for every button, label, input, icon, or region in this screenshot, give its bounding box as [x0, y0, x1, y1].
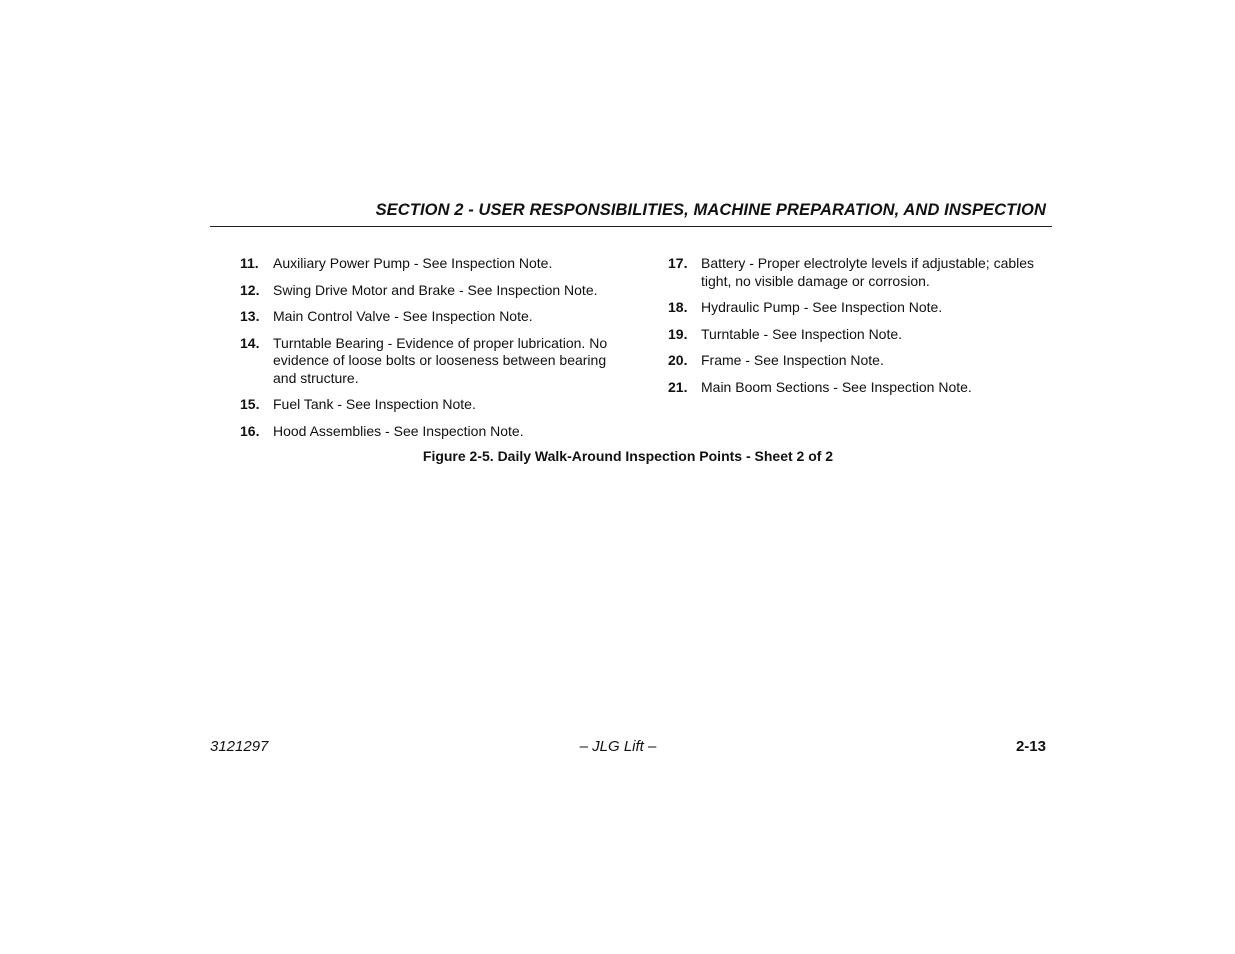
- item-number: 20.: [668, 352, 688, 368]
- list-item: [240, 255, 620, 273]
- item-text: Battery - Proper electrolyte levels if adjustable; cables tight, no visible damage or corrosion.: [701, 255, 1035, 289]
- list-item: [240, 423, 620, 441]
- item-number: 21.: [668, 378, 688, 395]
- item-text: Auxiliary Power Pump - See Inspection Note.: [273, 255, 553, 271]
- inspection-list-right: [668, 255, 1048, 405]
- footer-doc-number: 3121297: [210, 738, 269, 755]
- item-text: Main Control Valve - See Inspection Note.: [273, 308, 533, 324]
- footer-publisher: – JLG Lift –: [579, 738, 657, 755]
- list-item: [240, 335, 620, 388]
- item-text: Main Boom Sections - See Inspection Note.: [701, 378, 972, 395]
- list-item: [668, 352, 1048, 370]
- footer-page-number: 2-13: [1015, 738, 1046, 755]
- list-item: [240, 396, 620, 414]
- section-header: SECTION 2 - USER RESPONSIBILITIES, MACHINE PREPARATION, AND INSPECTION: [375, 201, 1046, 219]
- item-number: 11.: [240, 255, 259, 271]
- list-item: [240, 282, 620, 300]
- figure-caption: Figure 2-5. Daily Walk-Around Inspection Points - Sheet 2 of 2: [422, 448, 834, 464]
- item-number: 14.: [240, 334, 260, 351]
- item-number: 16.: [240, 422, 260, 439]
- item-text: Swing Drive Motor and Brake - See Inspection Note.: [273, 281, 598, 298]
- item-text: Turntable Bearing - Evidence of proper lubrication. No evidence of loose bolts or looseness between bearing and structure.: [273, 334, 608, 386]
- header-rule: [210, 226, 1052, 227]
- list-item: [668, 299, 1048, 317]
- item-number: 17.: [668, 255, 688, 271]
- item-number: 19.: [668, 325, 688, 342]
- item-text: Fuel Tank - See Inspection Note.: [273, 396, 476, 412]
- list-item: [668, 379, 1048, 397]
- item-number: 18.: [668, 299, 688, 315]
- item-number: 13.: [240, 308, 260, 324]
- list-item: [668, 255, 1048, 290]
- inspection-list-left: [240, 255, 620, 449]
- list-item: [240, 308, 620, 326]
- list-item: [668, 326, 1048, 344]
- item-number: 12.: [240, 281, 260, 298]
- item-number: 15.: [240, 396, 260, 412]
- item-text: Turntable - See Inspection Note.: [701, 325, 903, 342]
- item-text: Hood Assemblies - See Inspection Note.: [273, 422, 524, 439]
- item-text: Hydraulic Pump - See Inspection Note.: [701, 299, 943, 315]
- item-text: Frame - See Inspection Note.: [701, 352, 884, 368]
